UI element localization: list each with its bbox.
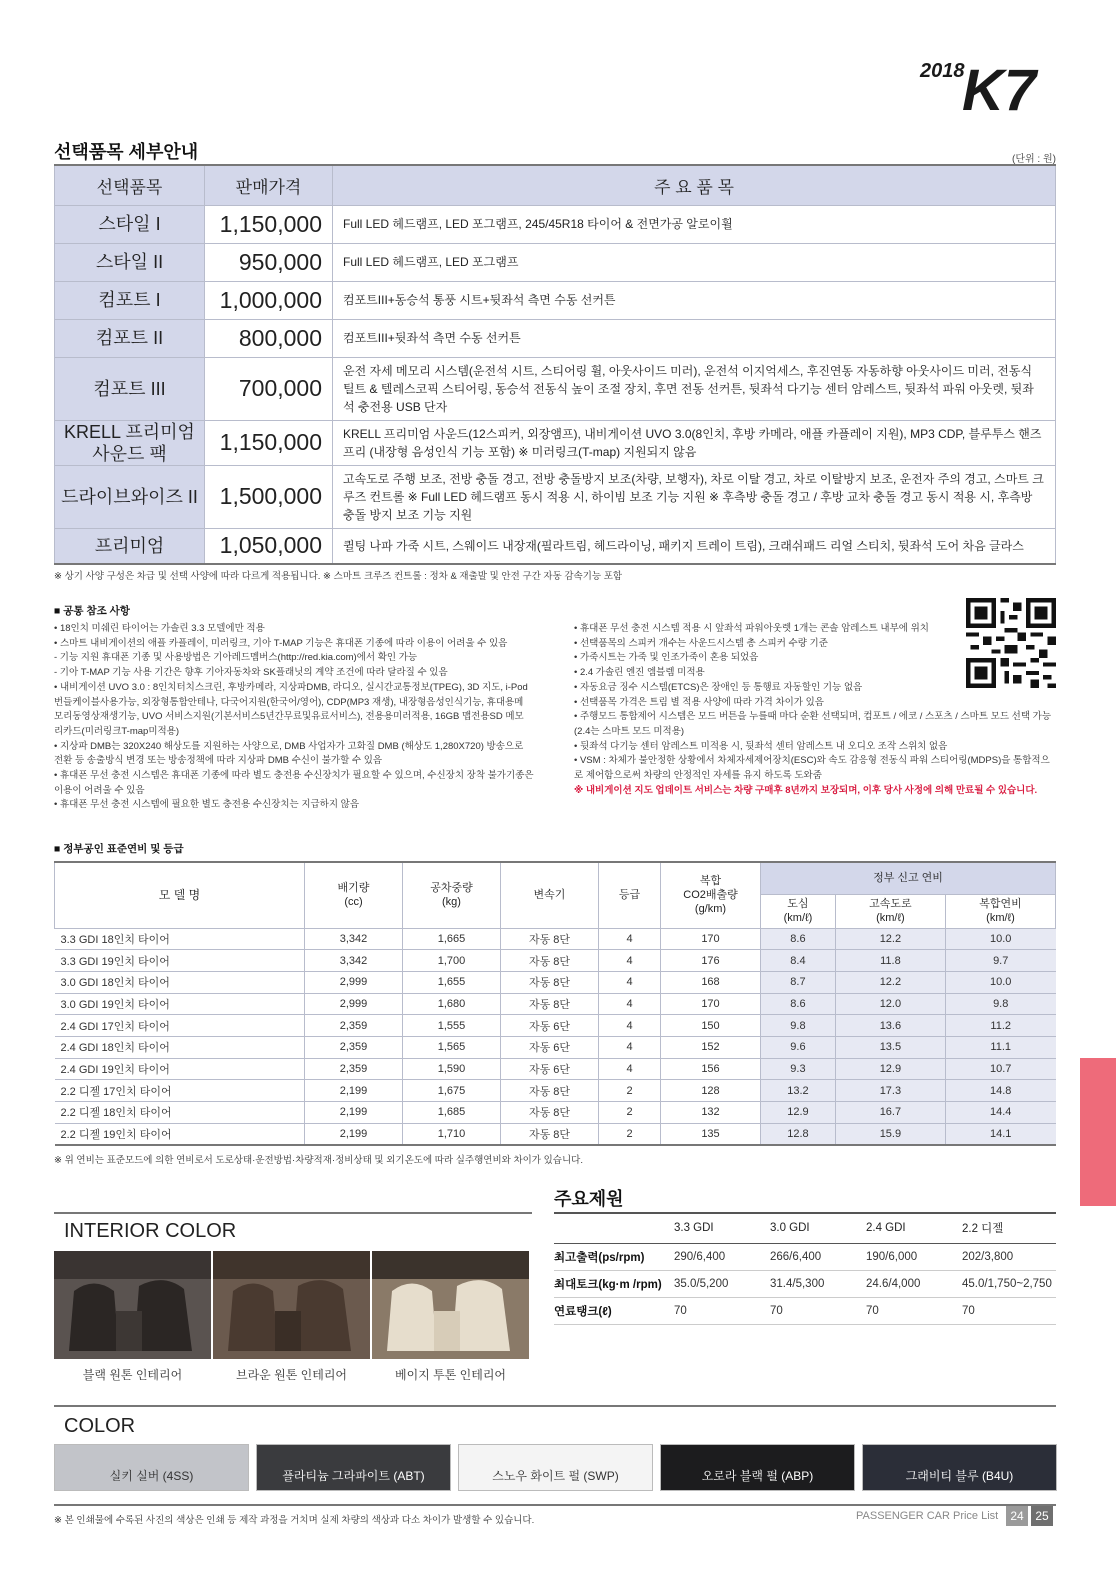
- list-item: • 내비게이션 UVO 3.0 : 8인치터치스크린, 후방카메라, 지상파DMB, 라디오, 실시간교통정보(TPEG), 3D 지도, i-Pod: [54, 681, 528, 693]
- color-swatch-aurora-black-pearl[interactable]: [660, 1444, 855, 1491]
- table-cell: 14.8: [945, 1080, 1055, 1102]
- table-row: [55, 281, 1056, 319]
- interior-color-header: [54, 1212, 532, 1248]
- interior-image-brown[interactable]: [213, 1251, 370, 1359]
- spec-col: 3.0 GDI: [770, 1213, 866, 1243]
- table-cell: 13.2: [761, 1080, 836, 1102]
- table-cell: 1,700: [403, 950, 501, 972]
- table-cell: 2,359: [305, 1036, 403, 1058]
- table-row: [55, 1123, 1056, 1145]
- interior-image-beige[interactable]: [372, 1251, 529, 1359]
- fuel-col-city: 도심 (km/ℓ): [761, 894, 836, 928]
- table-cell: 14.4: [945, 1102, 1055, 1124]
- list-item: 로 제어함으로써 차량의 안정적인 자세를 유지 하도록 도와줌: [574, 770, 822, 782]
- fuel-title: ■ 정부공인 표준연비 및 등급: [54, 843, 184, 855]
- table-cell: 2,199: [305, 1080, 403, 1102]
- table-row: [554, 1270, 1056, 1297]
- table-row: [55, 357, 1056, 420]
- color-swatch-gravity-blue[interactable]: [862, 1444, 1057, 1491]
- specs-title: 주요제원: [554, 1189, 624, 1209]
- table-cell: 2.2 디젤 17인치 타이어: [55, 1080, 305, 1102]
- table-cell: 자동 8단: [501, 1102, 599, 1124]
- list-item: (2.4는 스마트 모드 미적용): [574, 725, 685, 737]
- table-cell: 3.0 GDI 18인치 타이어: [55, 971, 305, 993]
- option-price: 1,000,000: [205, 281, 333, 319]
- table-cell: 자동 8단: [501, 950, 599, 972]
- table-cell: 35.0/5,200: [674, 1270, 770, 1297]
- option-price: 800,000: [205, 319, 333, 357]
- spec-col: 3.3 GDI: [674, 1213, 770, 1243]
- table-cell: 128: [661, 1080, 761, 1102]
- table-cell: 1,665: [403, 928, 501, 950]
- table-cell: 1,675: [403, 1080, 501, 1102]
- options-note: ※ 상기 사양 구성은 차급 및 선택 사양에 따라 다르게 적용됩니다. ※ 스마트 크루즈 컨트롤 : 정차 & 재출발 및 안전 구간 자동 감속기능 포함: [54, 571, 623, 582]
- table-cell: 4: [599, 1015, 661, 1037]
- list-item: • 지상파 DMB는 320X240 해상도를 지원하는 사양으로, DMB 사업자가 고화질 DMB (해상도 1,280X720) 방송으로: [54, 740, 524, 752]
- table-cell: 15.9: [835, 1123, 945, 1145]
- table-cell: 45.0/1,750~2,750: [962, 1270, 1056, 1297]
- table-cell: 12.2: [835, 928, 945, 950]
- table-row: [554, 1297, 1056, 1324]
- table-cell: 10.0: [945, 971, 1055, 993]
- table-row: [55, 319, 1056, 357]
- spec-col: 2.2 디젤: [962, 1213, 1056, 1243]
- table-cell: 11.2: [945, 1015, 1055, 1037]
- table-cell: 12.8: [761, 1123, 836, 1145]
- navigation-warning: ※ 내비게이션 지도 업데이트 서비스는 차량 구매후 8년까지 보장되며, 이후 당사 사정에 의해 만료될 수 있습니다.: [574, 784, 1038, 796]
- table-row: [55, 971, 1056, 993]
- table-row: [55, 1102, 1056, 1124]
- color-label: 플라티늄 그라파이트 (ABT): [282, 1469, 425, 1483]
- table-cell: 1,685: [403, 1102, 501, 1124]
- table-cell: 자동 8단: [501, 1080, 599, 1102]
- options-col-name: 선택품목: [55, 165, 205, 205]
- color-header: [54, 1405, 1056, 1441]
- table-cell: 70: [770, 1297, 866, 1324]
- fuel-note: ※ 위 연비는 표준모드에 의한 연비로서 도로상태·운전방법·차량적재·정비상태 및 외기온도에 따라 실주행연비와 차이가 있습니다.: [54, 1155, 583, 1166]
- table-cell: 152: [661, 1036, 761, 1058]
- table-cell: 168: [661, 971, 761, 993]
- table-cell: 9.6: [761, 1036, 836, 1058]
- options-unit: (단위 : 원): [1012, 154, 1056, 165]
- model-year: 2018: [920, 60, 965, 82]
- fuel-col-displacement: 배기량 (cc): [305, 862, 403, 928]
- table-cell: 자동 8단: [501, 993, 599, 1015]
- list-item: - 기능 지원 휴대폰 기종 및 사용방법은 기아레드멤버스(http://red.kia.com)에서 확인 가능: [54, 652, 418, 664]
- table-cell: 135: [661, 1123, 761, 1145]
- option-name: 스타일 II: [55, 243, 205, 281]
- table-cell: 2,359: [305, 1058, 403, 1080]
- table-row: [55, 928, 1056, 950]
- option-name: 스타일 I: [55, 205, 205, 243]
- fuel-col-highway: 고속도로 (km/ℓ): [835, 894, 945, 928]
- option-desc: Full LED 헤드램프, LED 포그램프: [333, 243, 1056, 281]
- options-col-price: 판매가격: [205, 165, 333, 205]
- fuel-col-group: 정부 신고 연비: [761, 862, 1056, 894]
- table-cell: 3.3 GDI 18인치 타이어: [55, 928, 305, 950]
- table-cell: 10.0: [945, 928, 1055, 950]
- table-cell: 3,342: [305, 928, 403, 950]
- list-item: • 주행모드 통합제어 시스템은 모드 버튼을 누를때 마다 순환 선택되며, 컴포트 / 에코 / 스포츠 / 스마트 모드 선택 가능: [574, 711, 1051, 723]
- common-notes-left: [54, 622, 554, 813]
- table-cell: 1,565: [403, 1036, 501, 1058]
- option-price: 950,000: [205, 243, 333, 281]
- list-item: 전환 등 송출방식 변경 또는 방송정책에 따라 지상파 DMB 수신이 불가할 수 있음: [54, 755, 383, 767]
- list-item: • 휴대폰 무선 충전 시스템은 휴대폰 기종에 따라 별도 충전용 수신장치가 필요할 수 있으며, 수신장치 장착 불가기종은: [54, 770, 534, 782]
- list-item: 번들케이블사용가능, 외장형통합안테나, 다국어지원(한국어/영어), CDP(MP3 재생), 내장형음성인식기능, 휴대용메: [54, 696, 524, 708]
- option-desc: Full LED 헤드램프, LED 포그램프, 245/45R18 타이어 & 전면가공 알로이휠: [333, 205, 1056, 243]
- option-desc: 컴포트III+뒷좌석 측면 수동 선커튼: [333, 319, 1056, 357]
- table-cell: 2,359: [305, 1015, 403, 1037]
- interior-label-brown: 브라운 원톤 인테리어: [236, 1368, 347, 1382]
- qr-code-icon[interactable]: [966, 598, 1056, 688]
- table-cell: 170: [661, 993, 761, 1015]
- list-item: • 휴대폰 무선 충전 시스템에 필요한 별도 충전용 수신장치는 지급하지 않음: [54, 799, 360, 811]
- table-cell: 70: [674, 1297, 770, 1324]
- table-cell: 16.7: [835, 1102, 945, 1124]
- interior-label-black: 블랙 원톤 인테리어: [82, 1368, 183, 1382]
- color-title: COLOR: [64, 1415, 136, 1437]
- table-cell: 2.2 디젤 18인치 타이어: [55, 1102, 305, 1124]
- table-cell: 12.0: [835, 993, 945, 1015]
- table-cell: 2,199: [305, 1123, 403, 1145]
- table-cell: 자동 6단: [501, 1058, 599, 1080]
- table-row: [55, 1058, 1056, 1080]
- table-cell: 3.0 GDI 19인치 타이어: [55, 993, 305, 1015]
- table-cell: 70: [962, 1297, 1056, 1324]
- list-item: • 선택품목의 스피커 개수는 사운드시스템 총 스피커 수량 기준: [574, 637, 828, 649]
- options-col-desc: 주 요 품 목: [333, 165, 1056, 205]
- table-cell: 132: [661, 1102, 761, 1124]
- table-cell: 4: [599, 928, 661, 950]
- fuel-col-model: 모 델 명: [55, 862, 305, 928]
- footer-note: ※ 본 인쇄물에 수록된 사진의 색상은 인쇄 등 제작 과정을 거치며 실제 차량의 색상과 다소 차이가 발생할 수 있습니다.: [54, 1515, 535, 1526]
- table-cell: 11.1: [945, 1036, 1055, 1058]
- table-cell: 2.4 GDI 19인치 타이어: [55, 1058, 305, 1080]
- footer-divider: [54, 1504, 1056, 1506]
- table-cell: 2.4 GDI 18인치 타이어: [55, 1036, 305, 1058]
- page-number-right: 25: [1031, 1506, 1053, 1526]
- table-cell: 12.2: [835, 971, 945, 993]
- color-swatch-snow-white-pearl[interactable]: [458, 1444, 653, 1491]
- option-name: 드라이브와이즈 II: [55, 465, 205, 528]
- k7-logo-text: K7: [962, 58, 1037, 123]
- option-name: 프리미엄: [55, 528, 205, 564]
- table-cell: 3.3 GDI 19인치 타이어: [55, 950, 305, 972]
- color-label: 실키 실버 (4SS): [109, 1469, 194, 1483]
- table-cell: 2: [599, 1102, 661, 1124]
- table-cell: 8.7: [761, 971, 836, 993]
- table-row: [55, 993, 1056, 1015]
- list-item: • 선택품목 가격은 트림 별 적용 사양에 따라 가격 차이가 있음: [574, 696, 824, 708]
- table-row: [55, 1080, 1056, 1102]
- table-cell: 10.7: [945, 1058, 1055, 1080]
- fuel-col-transmission: 변속기: [501, 862, 599, 928]
- option-price: 1,150,000: [205, 420, 333, 465]
- table-cell: 4: [599, 971, 661, 993]
- table-cell: 자동 6단: [501, 1036, 599, 1058]
- list-item: • 뒷좌석 다기능 센터 암레스트 미적용 시, 뒷좌석 센터 암레스트 내 오디오 조작 스위치 없음: [574, 740, 948, 752]
- table-cell: 12.9: [835, 1058, 945, 1080]
- table-row: [55, 1015, 1056, 1037]
- table-cell: 자동 6단: [501, 1015, 599, 1037]
- option-price: 700,000: [205, 357, 333, 420]
- table-cell: 13.5: [835, 1036, 945, 1058]
- table-cell: 2,999: [305, 971, 403, 993]
- table-cell: 290/6,400: [674, 1243, 770, 1270]
- table-cell: 1,680: [403, 993, 501, 1015]
- table-cell: 266/6,400: [770, 1243, 866, 1270]
- fuel-col-co2: 복합 CO2배출량 (g/km): [661, 862, 761, 928]
- table-row: [55, 243, 1056, 281]
- page-number-left: 24: [1006, 1506, 1028, 1526]
- table-cell: 1,555: [403, 1015, 501, 1037]
- table-cell: 2.4 GDI 17인치 타이어: [55, 1015, 305, 1037]
- table-cell: 2,999: [305, 993, 403, 1015]
- section-accent-tab: [1080, 1058, 1116, 1206]
- table-row: [554, 1243, 1056, 1270]
- option-name: 컴포트 II: [55, 319, 205, 357]
- table-cell: 8.6: [761, 928, 836, 950]
- table-cell: 최대토크(kg·m /rpm): [554, 1270, 674, 1297]
- interior-label-beige: 베이지 투톤 인테리어: [395, 1368, 506, 1382]
- table-cell: 2.2 디젤 19인치 타이어: [55, 1123, 305, 1145]
- list-item: • 스마트 내비게이션의 애플 카플레이, 미러링크, 기아 T-MAP 기능은 휴대폰 기종에 따라 이용이 어려울 수 있음: [54, 637, 508, 649]
- list-item: • 자동요금 징수 시스템(ETCS)은 장애인 등 통행료 자동할인 기능 없음: [574, 681, 863, 693]
- interior-image-black[interactable]: [54, 1251, 211, 1359]
- table-row: [55, 205, 1056, 243]
- table-cell: 자동 8단: [501, 971, 599, 993]
- fuel-col-weight: 공차중량 (kg): [403, 862, 501, 928]
- table-cell: 4: [599, 1036, 661, 1058]
- option-price: 1,050,000: [205, 528, 333, 564]
- table-cell: 13.6: [835, 1015, 945, 1037]
- option-name: 컴포트 III: [55, 357, 205, 420]
- list-item: • 18인치 미쉐린 타이어는 가솔린 3.3 모델에만 적용: [54, 623, 265, 634]
- table-cell: 190/6,000: [866, 1243, 962, 1270]
- table-cell: 12.9: [761, 1102, 836, 1124]
- table-cell: 70: [866, 1297, 962, 1324]
- table-cell: 9.8: [761, 1015, 836, 1037]
- table-cell: 자동 8단: [501, 1123, 599, 1145]
- table-cell: 150: [661, 1015, 761, 1037]
- table-cell: 1,710: [403, 1123, 501, 1145]
- table-cell: 24.6/4,000: [866, 1270, 962, 1297]
- options-title: 선택품목 세부안내: [54, 142, 199, 162]
- table-cell: 연료탱크(ℓ): [554, 1297, 674, 1324]
- table-cell: 4: [599, 993, 661, 1015]
- table-row: [55, 420, 1056, 465]
- footer-label: PASSENGER CAR Price List: [856, 1510, 999, 1522]
- option-price: 1,500,000: [205, 465, 333, 528]
- color-label: 그래비티 블루 (B4U): [905, 1469, 1014, 1483]
- list-item: 이용이 어려울 수 있음: [54, 784, 145, 796]
- k7-logo: [958, 55, 1058, 125]
- table-row: [55, 528, 1056, 564]
- color-swatch-silky-silver[interactable]: [54, 1444, 249, 1491]
- list-item: • 휴대폰 무선 충전 시스템 적용 시 앞좌석 파워아웃렛 1개는 콘솔 암레스트 내부에 위치: [574, 623, 929, 634]
- table-cell: 14.1: [945, 1123, 1055, 1145]
- table-cell: 17.3: [835, 1080, 945, 1102]
- color-swatch-platinum-graphite[interactable]: [256, 1444, 451, 1491]
- table-cell: 9.3: [761, 1058, 836, 1080]
- specs-table: [554, 1212, 1056, 1325]
- table-cell: 156: [661, 1058, 761, 1080]
- fuel-col-combined: 복합연비 (km/ℓ): [945, 894, 1055, 928]
- list-item: • 가죽시트는 가죽 및 인조가죽이 혼용 되었음: [574, 652, 759, 664]
- fuel-col-grade: 등급: [599, 862, 661, 928]
- option-desc: 운전 자세 메모리 시스템(운전석 시트, 스티어링 휠, 아웃사이드 미러), 운전석 이지억세스, 후진연동 자동하향 아웃사이드 미러, 전동식 틸트 & 텔레스코픽 스티어링, 동승석 전동식 높이 조절 장치, 후면 전동 선커튼, 뒷좌석 다기능 센터 암레스트, 뒷좌석 파워 아웃렛, 뒷좌석 충전용 USB 단자: [333, 357, 1056, 420]
- option-price: 1,150,000: [205, 205, 333, 243]
- table-cell: 11.8: [835, 950, 945, 972]
- table-cell: 1,655: [403, 971, 501, 993]
- table-cell: 4: [599, 1058, 661, 1080]
- table-cell: 202/3,800: [962, 1243, 1056, 1270]
- spec-col: 2.4 GDI: [866, 1213, 962, 1243]
- table-cell: 2,199: [305, 1102, 403, 1124]
- table-cell: 9.7: [945, 950, 1055, 972]
- table-cell: 3,342: [305, 950, 403, 972]
- common-title: ■ 공통 참조 사항: [54, 605, 130, 617]
- table-cell: 9.8: [945, 993, 1055, 1015]
- option-desc: 컴포트III+동승석 통풍 시트+뒷좌석 측면 수동 선커튼: [333, 281, 1056, 319]
- option-name: 컴포트 I: [55, 281, 205, 319]
- interior-color-title: INTERIOR COLOR: [64, 1220, 237, 1242]
- table-cell: 2: [599, 1080, 661, 1102]
- option-desc: 고속도로 주행 보조, 전방 충돌 경고, 전방 충돌방지 보조(차량, 보행자), 차로 이탈 경고, 차로 이탈방지 보조, 운전자 주의 경고, 스마트 크루즈 컨트롤 ※ Full LED 헤드램프 동시 적용 시, 하이빔 보조 기능 지원 ※ 후측방 충돌 경고 / 후방 교차 충돌 경고 동시 적용 시, 후측방 충돌 방지 보조 기능 지원: [333, 465, 1056, 528]
- table-cell: 자동 8단: [501, 928, 599, 950]
- option-name: KRELL 프리미엄 사운드 팩: [55, 420, 205, 465]
- table-row: [55, 1036, 1056, 1058]
- option-desc: KRELL 프리미엄 사운드(12스피커, 외장앰프), 내비게이션 UVO 3.0(8인치, 후방 카메라, 애플 카플레이 지원), MP3 CDP, 블루투스 핸즈프리 (내장형 음성인식 기능 포함) ※ 미러링크(T-map) 지원되지 않음: [333, 420, 1056, 465]
- list-item: • VSM : 차체가 불안정한 상황에서 차체자세제어장치(ESC)와 속도 감응형 전동식 파워 스티어링(MDPS)을 통합적으: [574, 755, 1050, 767]
- table-cell: 1,590: [403, 1058, 501, 1080]
- list-item: 리카드(미러링크T-map미적용): [54, 725, 180, 737]
- list-item: 모리동영상재생기능, UVO 서비스지원(기본서비스5년간무료및유료서비스), 전용용미러적용, 16GB 맵전용SD 메모: [54, 711, 524, 723]
- table-cell: 8.6: [761, 993, 836, 1015]
- list-item: • 2.4 가솔린 엔진 엠블렘 미적용: [574, 667, 705, 679]
- table-cell: 170: [661, 928, 761, 950]
- table-row: [55, 465, 1056, 528]
- table-cell: 2: [599, 1123, 661, 1145]
- color-label: 스노우 화이트 펄 (SWP): [492, 1469, 619, 1483]
- option-desc: 퀼팅 나파 가죽 시트, 스웨이드 내장재(필라트림, 헤드라이닝, 패키지 트레이 트림), 크래쉬패드 리얼 스티치, 뒷좌석 도어 차음 글라스: [333, 528, 1056, 564]
- fuel-table: [54, 861, 1056, 1146]
- options-table: [54, 164, 1056, 565]
- table-cell: 176: [661, 950, 761, 972]
- table-cell: 8.4: [761, 950, 836, 972]
- table-cell: 31.4/5,300: [770, 1270, 866, 1297]
- list-item: - 기아 T-MAP 기능 사용 기간은 향후 기아자동차와 SK플래닛의 계약 조건에 따라 달라질 수 있음: [54, 667, 448, 679]
- color-label: 오로라 블랙 펄 (ABP): [701, 1469, 814, 1483]
- table-cell: 최고출력(ps/rpm): [554, 1243, 674, 1270]
- table-row: [55, 950, 1056, 972]
- table-cell: 4: [599, 950, 661, 972]
